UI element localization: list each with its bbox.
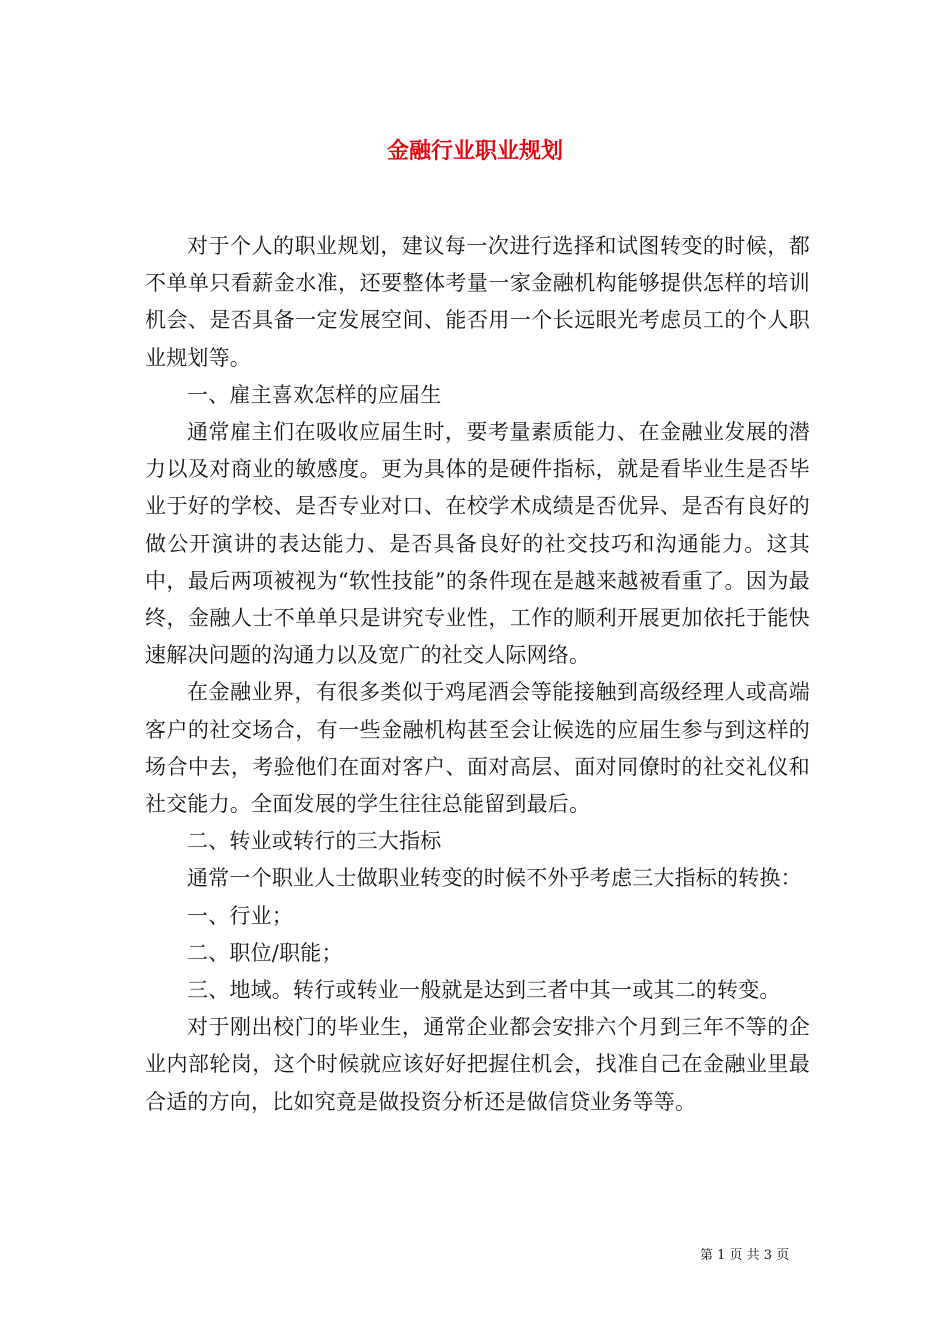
page-number-footer: 第 1 页 共 3 页 bbox=[700, 1248, 790, 1263]
paragraph: 对于刚出校门的毕业生，通常企业都会安排六个月到三年不等的企业内部轮岗，这个时候就应该好好把握住机会，找准自己在金融业里最合适的方向，比如究竟是做投资分析还是做信贷业务等等。 bbox=[145, 1015, 810, 1114]
paragraph: 通常一个职业人士做职业转变的时候不外乎考虑三大指标的转换： bbox=[187, 866, 802, 891]
list-item: 一、行业； bbox=[187, 903, 293, 928]
list-item: 二、职位/职能； bbox=[187, 940, 343, 965]
page-title: 金融行业职业规划 bbox=[386, 138, 563, 164]
section-heading: 一、雇主喜欢怎样的应届生 bbox=[187, 382, 442, 407]
paragraph: 通常雇主们在吸收应届生时，要考量素质能力、在金融业发展的潜力以及对商业的敏感度。更为具体的是硬件指标，就是看毕业生是否毕业于好的学校、是否专业对口、在校学术成绩是否优异、是否有良好的做公开演讲的表达能力、是否具备良好的社交技巧和沟通能力。这其中，最后两项被视为“软性技能”的条件现在是越来越被看重了。因为最终，金融人士不单单只是讲究专业性，工作的顺利开展更加依托于能快速解决问题的沟通力以及宽广的社交人际网络。 bbox=[145, 420, 810, 668]
list-item: 三、地域。转行或转业一般就是达到三者中其一或其二的转变。 bbox=[187, 978, 781, 1003]
paragraph: 在金融业界，有很多类似于鸡尾酒会等能接触到高级经理人或高端客户的社交场合，有一些金融机构甚至会让候选的应届生参与到这样的场合中去，考验他们在面对客户、面对高层、面对同僚时的社交礼仪和社交能力。全面发展的学生往往总能留到最后。 bbox=[145, 680, 810, 817]
section-heading: 二、转业或转行的三大指标 bbox=[187, 829, 442, 854]
paragraph: 对于个人的职业规划，建议每一次进行选择和试图转变的时候，都不单单只看薪金水准，还要整体考量一家金融机构能够提供怎样的培训机会、是否具备一定发展空间、能否用一个长远眼光考虑员工的个人职业规划等。 bbox=[145, 234, 810, 370]
document-body bbox=[145, 228, 810, 1121]
